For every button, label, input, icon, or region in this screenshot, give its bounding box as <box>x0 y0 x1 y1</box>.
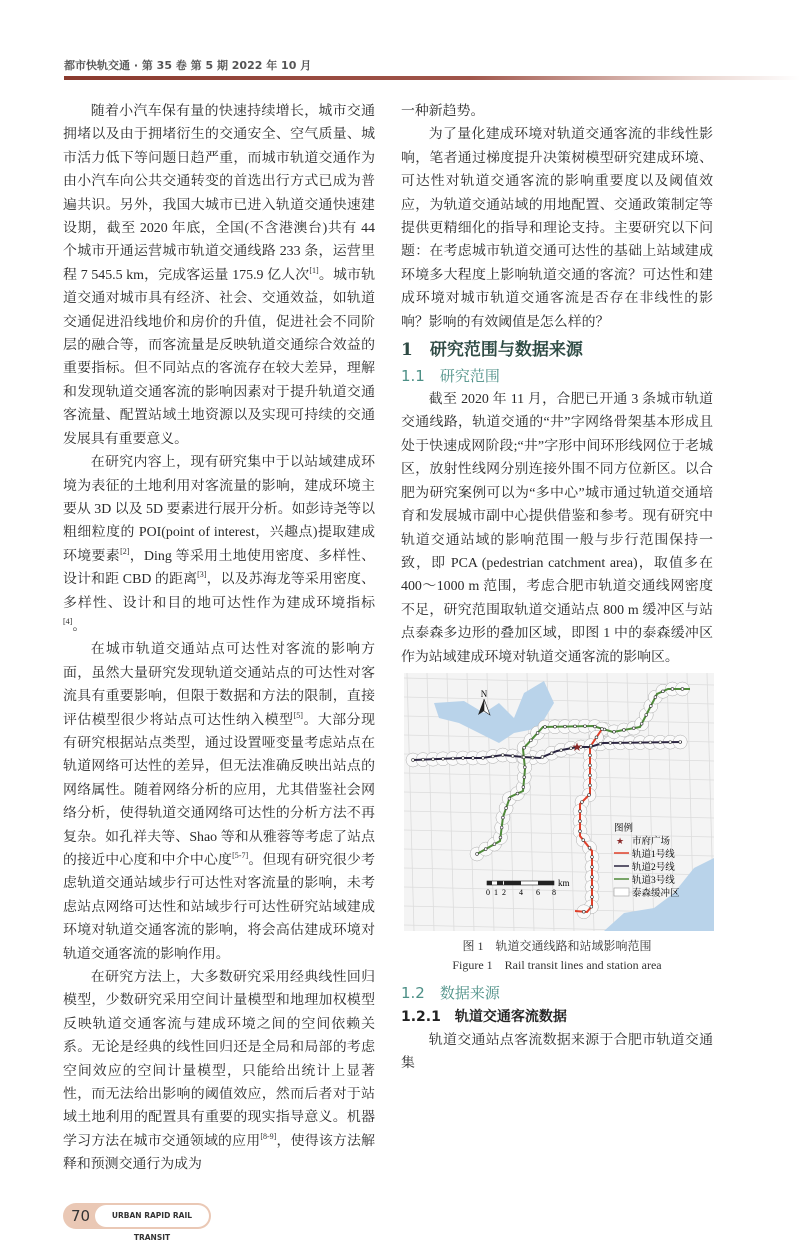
station <box>599 742 602 745</box>
station <box>422 758 425 761</box>
text: 在研究内容上，现有研究集中于以站域建成环境为表征的土地利用对客流量的影响，建成环境主要从 3D 以及 5D 要素进行展开分析。如彭诗尧等以粗细粒度的 POI(point of interest，兴趣点)提取建成环境要素 <box>63 455 375 564</box>
text: 。 <box>72 618 87 634</box>
paragraph: 轨道交通站点客流数据来源于合肥市轨道交通集 <box>401 1032 713 1072</box>
station <box>511 755 514 758</box>
scale-label: 2 <box>502 887 506 897</box>
citation: [2] <box>120 546 130 556</box>
station <box>482 756 485 759</box>
figure-caption-cn: 图 1 轨道交通线路和站域影响范围 <box>462 938 652 953</box>
station <box>613 730 616 733</box>
citation: [5] <box>293 710 303 720</box>
scale-unit: km <box>558 877 570 888</box>
station <box>662 690 665 693</box>
station <box>589 784 592 787</box>
station <box>442 757 445 760</box>
paragraph: 截至 2020 年 11 月，合肥已开通 3 条城市轨道交通线路，轨道交通的“井”字网络骨架基本形成且处于快速成网阶段;“井”字形中间环形线网位于老城区，放射性线网分别连接外围不同方位新区。以合肥为研究案例可以为“多中心”城市通过轨道交通培育和发展城市副中心提供借鉴和参考。现有研究中轨道交通站域的影响范围一般与步行范围保持一致，即 PCA (pedestrian catchment area)，取值多在 400～1000 m 范围，考虑合肥市轨道交通线网密度不足，研究范围取轨道交通站点 800 m 缓冲区与站点泰森多边形的叠加区域，即图 1 中的泰森缓冲区作为站域建成环境对轨道交通客流的影响区。 <box>401 392 713 665</box>
station <box>505 807 508 810</box>
station <box>544 725 547 728</box>
text: 。大部分现有研究根据站点类型，通过设置哑变量考虑站点在轨道网络可达性的差异，但无法准确反映出站点的网络属性。随着网络分析的应用，尤其借鉴社会网络分析，使得轨道交通网络可达性的分析方法不再复杂。如孔祥夫等、Shao 等和从雅蓉等考虑了站点的接近中心度和中介中心度 <box>63 712 375 868</box>
station <box>654 696 657 699</box>
station <box>523 746 526 749</box>
station <box>516 792 519 795</box>
paragraph: 为了量化建成环境对轨道交通客流的非线性影响，笔者通过梯度提升决策树模型研究建成环境、可达性对轨道交通客流的影响重要度以及阈值效应，为轨道交通站域的用地配置、交通政策制定等提供更精细化的指导和理论支持。主要研究以下问题：在考虑城市轨道交通可达性的基础上站域建成环境多大程度上影响轨道交通的客流？可达性和建成环境对城市轨道交通客流是否存在非线性的影响？影响的有效阈值是怎么样的？ <box>401 127 713 330</box>
station <box>536 731 539 734</box>
station <box>523 776 526 779</box>
station <box>432 758 435 761</box>
text: 。城市轨道交通对城市具有经济、社会、交通效益，如轨道交通促进沿线地价和房价的升值，促进社会不同阶层的融合等，而客流量是反映轨道交通综合效益的重要指标。但不同站点的客流存在较大差异，理解和发现轨道交通客流的影响因素对于提升轨道交通客流量、配置站域土地资源以及实现可持续的交通发展具有重要意义。 <box>63 267 375 447</box>
subsubsection-heading: 1.2.1 轨道交通客流数据 <box>401 1008 567 1025</box>
station <box>541 756 544 759</box>
citation: [4] <box>63 616 73 626</box>
station <box>502 816 505 819</box>
legend-star-icon: ★ <box>616 835 625 846</box>
station <box>645 713 648 716</box>
station <box>522 756 525 759</box>
subsection-heading: 1.1 研究范围 <box>401 367 500 386</box>
station <box>484 848 487 851</box>
station <box>574 725 577 728</box>
station <box>590 744 593 747</box>
paragraph <box>63 966 375 1177</box>
scale-label: 1 <box>494 887 498 897</box>
station <box>595 736 598 739</box>
scale-label: 4 <box>519 887 523 897</box>
section-heading: 1 研究范围与数据来源 <box>401 340 583 361</box>
paragraph <box>63 451 375 638</box>
text: ，以及苏海龙等采用密度、多样性、设计和目的地可达性作为建成环境指标 <box>63 572 375 611</box>
station <box>579 830 582 833</box>
station <box>582 839 585 842</box>
station <box>669 741 672 744</box>
right-column <box>401 100 713 1076</box>
station <box>588 846 591 849</box>
text: 在城市轨道交通站点可达性对客流的影响方面，虽然大量研究发现轨道交通站点的可达性对客流具有重要影响，但限于数据和方法的限制，直接评估模型很少将站点可达性纳入模型 <box>63 642 375 728</box>
figure-map <box>404 673 714 931</box>
citation: [8-9] <box>260 1131 277 1141</box>
station <box>649 705 652 708</box>
station <box>593 725 596 728</box>
station <box>591 886 594 889</box>
station <box>579 810 582 813</box>
station <box>589 764 592 767</box>
north-label: N <box>480 688 488 699</box>
station <box>629 741 632 744</box>
station <box>591 896 594 899</box>
legend-item: 轨道2号线 <box>632 862 675 873</box>
station <box>529 739 532 742</box>
station <box>499 836 502 839</box>
running-header: 都市快轨交通 · 第 35 卷 第 5 期 2022 年 10 月 <box>64 59 312 72</box>
header-rule <box>64 76 800 80</box>
legend-item: 轨道3号线 <box>632 875 675 886</box>
station <box>579 820 582 823</box>
text: ，Ding 等采用土地使用密度、多样性、设计和距 CBD 的距离 <box>63 548 375 588</box>
journal-name-en: URBAN RAPID RAIL TRANSIT <box>95 1205 209 1227</box>
station <box>588 794 591 797</box>
scale-label: 0 <box>486 887 490 897</box>
station <box>462 757 465 760</box>
station <box>523 766 526 769</box>
station <box>589 774 592 777</box>
station <box>591 856 594 859</box>
station <box>522 786 525 789</box>
subsection-heading: 1.2 数据来源 <box>401 983 500 1002</box>
page-number: 70 <box>71 1206 91 1225</box>
station <box>679 741 682 744</box>
station <box>581 801 584 804</box>
scale-label: 6 <box>536 887 540 897</box>
station <box>476 853 479 856</box>
station <box>472 757 475 760</box>
station <box>582 910 585 913</box>
paragraph <box>63 638 375 966</box>
citation: [5-7] <box>232 851 249 860</box>
station <box>649 741 652 744</box>
city-hall-star-icon: ★ <box>571 739 583 754</box>
station <box>671 688 674 691</box>
station <box>591 866 594 869</box>
station <box>501 754 504 757</box>
station <box>591 876 594 879</box>
text: 。但现有研究很少考虑轨道交通站域步行可达性对客流量的影响，未考虑站点网络可达性和站域步行可达性研究站域建成环境对轨道交通客流的影响，将会高估建成环境对轨道交通客流的影响作用。 <box>63 853 375 962</box>
station <box>590 905 593 908</box>
station <box>500 826 503 829</box>
text: ，使得该方法解释和预测交通行为成为 <box>63 1133 375 1173</box>
station <box>681 688 684 691</box>
page-footer <box>63 1203 211 1242</box>
citation: [1] <box>309 265 319 275</box>
station <box>550 752 553 755</box>
legend-buffer-box <box>614 888 629 896</box>
scale-label: 8 <box>552 887 556 897</box>
paragraph: 一种新趋势。 <box>401 104 485 119</box>
figure-caption-en: Figure 1 Rail transit lines and station area <box>452 957 662 972</box>
legend-item: 泰森缓冲区 <box>632 888 680 899</box>
station <box>564 725 567 728</box>
station <box>554 725 557 728</box>
station <box>560 749 563 752</box>
legend-title: 图例 <box>614 823 634 834</box>
station <box>659 741 662 744</box>
station <box>589 754 592 757</box>
station <box>619 741 622 744</box>
station <box>493 843 496 846</box>
station <box>632 727 635 730</box>
citation: [3] <box>197 570 207 580</box>
station <box>412 759 415 762</box>
left-column <box>63 100 375 1242</box>
text: 随着小汽车保有量的快速持续增长，城市交通拥堵以及由于拥堵衍生的交通安全、空气质量、城市活力低下等问题日趋严重，而城市轨道交通作为由小汽车向公共交通转变的首选出行方式已成为普遍共识。另外，我国大城市已进入轨道交通快速建设期，截至 2020 年底，全国(不含港澳台)共有 44 个城市开通运营城市轨道交通线路 233 条，运营里程 7 545.5 km，完成客运量 175.9 亿人次 <box>63 104 375 283</box>
station <box>491 755 494 758</box>
station <box>584 725 587 728</box>
station <box>609 741 612 744</box>
rail-map <box>404 673 714 931</box>
station <box>640 722 643 725</box>
station <box>639 741 642 744</box>
station <box>531 756 534 759</box>
station <box>601 728 604 731</box>
legend-item: 市府广场 <box>632 836 671 847</box>
legend-item: 轨道1号线 <box>632 849 675 860</box>
paragraph <box>63 100 375 451</box>
station <box>452 757 455 760</box>
text: 在研究方法上，大多数研究采用经典线性回归模型，少数研究采用空间计量模型和地理加权模型反映轨道交通客流与建成环境之间的空间依赖关系。无论是经典的线性回归还是全局和局部的考虑空间效应的空间计量模型，只能给出统计上显著性，而无法给出影响的阈值效应，然而后者对于站域土地利用的配置具有重要的现实指导意义。机器学习方法在城市交通领域的应用 <box>63 970 375 1149</box>
station <box>508 797 511 800</box>
station <box>622 729 625 732</box>
